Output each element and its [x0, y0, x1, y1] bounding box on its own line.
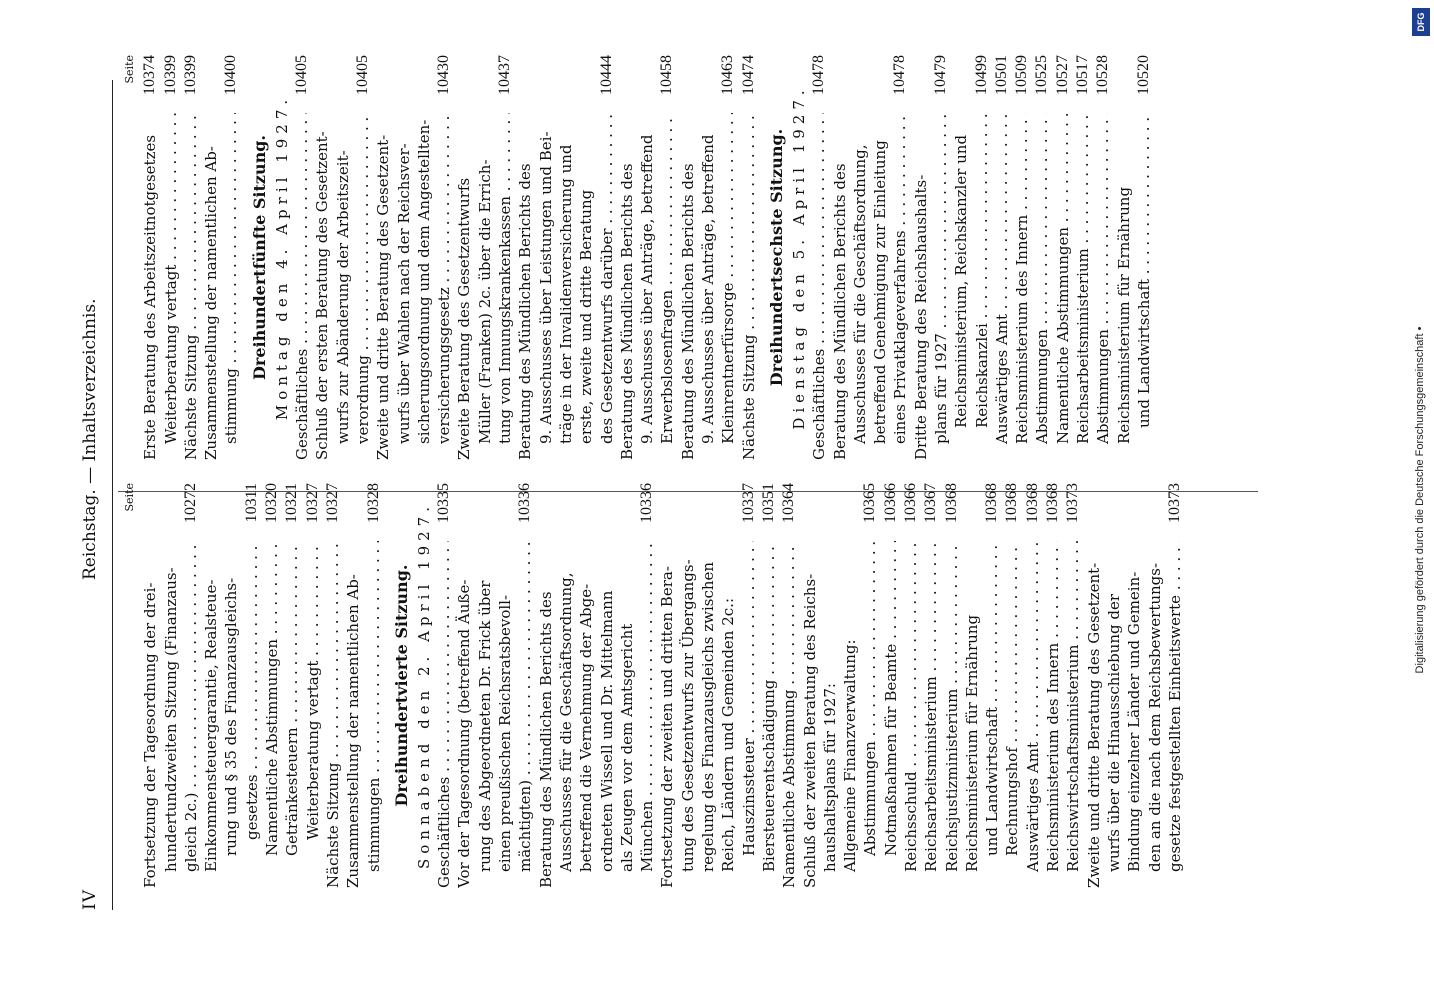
- toc-entry-text: und Landwirtschaft . . .: [982, 541, 1002, 888]
- toc-entry-text: Geschäftliches . . .: [809, 113, 829, 460]
- toc-entry-text: haushaltsplans für 1927:: [820, 683, 839, 872]
- toc-entry-text: Müller (Franken) 2c. über die Errich-: [475, 159, 494, 444]
- toc-entry-text: Zusammenstellung der namentlichen Ab-: [202, 146, 221, 460]
- toc-entry-text: betreffend Genehmigung zur Einleitung: [871, 140, 890, 444]
- toc-page-number: 10368: [983, 483, 1001, 523]
- toc-page-number: 10509: [1013, 55, 1031, 95]
- toc-entry-text: Erste Beratung des Arbeitszeitnotgesetzes: [141, 134, 160, 460]
- toc-entry-text: rung und § 35 des Finanzausgleichs-: [222, 577, 241, 856]
- toc-entry: [434, 483, 454, 888]
- toc-entry-text: gesetzes . . .: [242, 541, 262, 888]
- toc-page-number: 10321: [283, 483, 301, 523]
- toc-entry: [1165, 483, 1185, 888]
- toc-entry: [1114, 55, 1134, 460]
- toc-entry: [373, 55, 393, 460]
- toc-entry: [394, 55, 414, 460]
- toc-entry-text: Schluß der ersten Beratung des Gesetzent-: [313, 131, 332, 460]
- toc-entry-text: Getränkesteuern . . .: [282, 541, 302, 888]
- toc-entry-text: stimmung . . .: [221, 113, 241, 460]
- toc-entry-text: stimmungen . . .: [364, 541, 384, 888]
- toc-entry-text: Reichsarbeitsministerium . . .: [1073, 113, 1093, 460]
- toc-entry-text: gesetze festgestellten Einheitswerte . . .: [1165, 541, 1185, 888]
- header-rule: [112, 80, 113, 910]
- toc-entry-text: plans für 1927 . . .: [931, 113, 951, 460]
- toc-page-number: 10479: [931, 55, 949, 95]
- toc-entry: [140, 55, 160, 460]
- toc-entry: [830, 55, 850, 460]
- toc-entry: [292, 55, 312, 460]
- toc-page-number: 10374: [141, 55, 159, 95]
- seite-label: Seite: [123, 55, 136, 84]
- toc-entry: [1012, 55, 1032, 460]
- toc-entry: [698, 483, 718, 888]
- toc-entry: [333, 55, 353, 460]
- toc-entry: [779, 483, 799, 888]
- toc-entry: [921, 483, 941, 888]
- toc-entry-text: Bindung einzelner Länder und Gemein-: [1125, 571, 1144, 872]
- toc-entry: [1023, 483, 1043, 888]
- page-title: Reichstag. — Inhaltsverzeichnis.: [80, 298, 100, 580]
- toc-entry-text: 9. Ausschusses über Anträge, betreffend: [699, 134, 718, 444]
- toc-entry-text: Auswärtiges Amt . . .: [1023, 541, 1043, 888]
- toc-page-number: 10368: [1023, 483, 1041, 523]
- toc-entry-text: Zusammenstellung der namentlichen Ab-: [344, 574, 363, 888]
- toc-page-number: 10437: [496, 55, 514, 95]
- toc-entry-text: versicherungsgesetz . . .: [434, 113, 454, 460]
- toc-entry-text: einen preußischen Reichsratsbevoll-: [496, 594, 515, 872]
- toc-page-number: 10368: [942, 483, 960, 523]
- toc-entry-text: verordnung . . .: [353, 113, 373, 460]
- toc-entry-text: Ausschusses für die Geschäftsordnung,: [556, 572, 575, 872]
- section-date: Sonnabend den 2. April 1927.: [414, 502, 433, 869]
- toc-column-left: [120, 483, 1260, 888]
- toc-entry: [576, 55, 596, 460]
- toc-entry-text: rung des Abgeordneten Dr. Frick über: [475, 580, 494, 872]
- toc-entry-text: Erwerbslosenfragen . . .: [657, 113, 677, 460]
- toc-entry-text: Beratung des Mündlichen Berichts des: [678, 163, 697, 460]
- toc-entry: [739, 55, 759, 460]
- toc-entry: [1104, 483, 1124, 888]
- toc-entry: [718, 55, 738, 460]
- toc-entry: [951, 55, 971, 460]
- toc-entry-text: Weiterberatung vertagt . . .: [303, 541, 323, 888]
- toc-entry-text: des Gesetzentwurfs darüber . . .: [597, 113, 617, 460]
- toc-entry: [860, 483, 880, 888]
- toc-page-number: 10365: [861, 483, 879, 523]
- toc-entry: [678, 483, 698, 888]
- toc-page-number: 10335: [435, 483, 453, 523]
- dfg-logo: DFG: [1412, 8, 1430, 36]
- toc-entry: [343, 483, 363, 888]
- toc-entry: [1063, 483, 1083, 888]
- toc-entry: [282, 483, 302, 888]
- toc-entry-text: sicherungsordnung und dem Angestellten-: [414, 119, 433, 444]
- toc-entry-text: Reichsjustizministerium . . .: [942, 541, 962, 888]
- toc-page-number: 10368: [1044, 483, 1062, 523]
- toc-page-number: 10430: [435, 55, 453, 95]
- toc-entry-text: 9. Ausschusses über Anträge, betreffend: [638, 134, 657, 444]
- toc-entry: [556, 55, 576, 460]
- toc-entry-text: wurfs über Wahlen nach der Reichsver-: [394, 143, 413, 444]
- toc-entry: [181, 483, 201, 888]
- toc-page-number: 10364: [780, 483, 798, 523]
- toc-entry: [161, 55, 181, 460]
- toc-entry-text: Reich, Ländern und Gemeinden 2c.:: [719, 598, 738, 872]
- toc-entry: [312, 55, 332, 460]
- toc-entry: [515, 483, 535, 888]
- toc-page-number: 10320: [263, 483, 281, 523]
- toc-page-number: 10327: [303, 483, 321, 523]
- toc-page-number: 10373: [1064, 483, 1082, 523]
- section-heading: Dreihundertvierte Sitzung.: [391, 564, 411, 807]
- toc-entry: [637, 483, 657, 888]
- toc-page-number: 10373: [1165, 483, 1183, 523]
- toc-entry-text: Reichsministerium des Innern . . .: [1043, 541, 1063, 888]
- toc-page-number: 10528: [1094, 55, 1112, 95]
- toc-entry-text: Reichsschuld . . .: [901, 541, 921, 888]
- toc-entry-text: regelung des Finanzausgleichs zwischen: [699, 561, 718, 872]
- toc-page-number: 10478: [891, 55, 909, 95]
- toc-entry: [657, 55, 677, 460]
- toc-entry: [161, 483, 181, 888]
- toc-entry-text: Allgemeine Finanzverwaltung:: [841, 639, 860, 872]
- toc-entry: [556, 483, 576, 888]
- toc-entry-text: Geschäftliches . . .: [434, 541, 454, 888]
- toc-entry: [242, 483, 262, 888]
- toc-entry: [992, 55, 1012, 460]
- toc-entry: [850, 55, 870, 460]
- toc-entry-text: Ausschusses für die Geschäftsordnung,: [850, 144, 869, 444]
- toc-entry: [597, 483, 617, 888]
- toc-page-number: 10474: [739, 55, 757, 95]
- toc-entry: [931, 55, 951, 460]
- toc-entry: [901, 483, 921, 888]
- toc-page-number: 10272: [181, 483, 199, 523]
- toc-entry: [617, 55, 637, 460]
- toc-entry: [364, 483, 384, 888]
- toc-entry: [1043, 483, 1063, 888]
- toc-entry: [303, 483, 323, 888]
- toc-entry-text: wurfs über die Hinausschiebung der: [1104, 593, 1123, 872]
- toc-entry: [353, 55, 373, 460]
- toc-entry-text: Nächste Sitzung . . .: [181, 113, 201, 460]
- toc-entry-text: Weiterberatung vertagt . . .: [161, 113, 181, 460]
- toc-entry: [536, 483, 556, 888]
- toc-entry-text: Beratung des Mündlichen Berichts des: [536, 591, 555, 888]
- toc-page-number: 10478: [810, 55, 828, 95]
- toc-entry-text: Namentliche Abstimmung . . .: [779, 541, 799, 888]
- toc-entry: [1093, 55, 1113, 460]
- toc-entry: [1124, 483, 1144, 888]
- toc-entry: [495, 55, 515, 460]
- toc-entry-text: Reichsministerium für Ernährung: [1114, 186, 1133, 444]
- toc-entry: [1145, 483, 1165, 888]
- toc-entry-text: Nächste Sitzung . . .: [739, 113, 759, 460]
- toc-entry-text: Zweite und dritte Beratung des Gesetzent-: [1084, 562, 1103, 888]
- toc-entry: [181, 55, 201, 460]
- toc-page-number: 10327: [323, 483, 341, 523]
- toc-entry: [576, 483, 596, 888]
- toc-entry: [617, 483, 637, 888]
- toc-page-number: 10337: [739, 483, 757, 523]
- toc-entry-text: Geschäftliches . . .: [292, 113, 312, 460]
- toc-entry-text: mächtigten) . . .: [515, 541, 535, 888]
- toc-entry-text: Reichswirtschaftsministerium . . .: [1063, 541, 1083, 888]
- toc-page-number: 10463: [719, 55, 737, 95]
- toc-entry: [414, 55, 434, 460]
- toc-entry: [262, 483, 282, 888]
- toc-entry-text: 9. Ausschusses über Leistungen und Bei-: [536, 131, 555, 444]
- toc-page-number: 10367: [922, 483, 940, 523]
- toc-page-number: 10399: [161, 55, 179, 95]
- toc-page-number: 10400: [222, 55, 240, 95]
- toc-entry: [1073, 55, 1093, 460]
- toc-entry: [434, 55, 454, 460]
- toc-entry: [911, 55, 931, 460]
- toc-entry-text: eines Privatklageverfahrens . . .: [890, 113, 910, 460]
- toc-entry-text: wurfs zur Abänderung der Arbeitszeit-: [333, 150, 352, 444]
- toc-entry: [475, 483, 495, 888]
- toc-entry-text: Rechnungshof . . .: [1002, 541, 1022, 888]
- toc-entry-text: Beratung des Mündlichen Berichts des: [830, 163, 849, 460]
- toc-entry-text: Reichsarbeitsministerium . . .: [921, 541, 941, 888]
- toc-page-number: 10366: [881, 483, 899, 523]
- toc-entry: [840, 483, 860, 888]
- toc-entry: [1134, 55, 1154, 460]
- toc-entry: [1053, 55, 1073, 460]
- toc-entry-text: ordneten Wissell und Dr. Mittelmann: [597, 590, 616, 872]
- toc-page-number: 10366: [901, 483, 919, 523]
- toc-entry-text: Notmaßnahmen für Beamte . . .: [881, 541, 901, 888]
- toc-page-number: 10336: [638, 483, 656, 523]
- toc-page-number: 10501: [992, 55, 1010, 95]
- toc-page-number: 10405: [353, 55, 371, 95]
- toc-entry-text: gleich 2c.) . . .: [181, 541, 201, 888]
- toc-entry: [657, 483, 677, 888]
- toc-page-number: 10525: [1033, 55, 1051, 95]
- toc-page-number: 10311: [242, 483, 260, 523]
- toc-entry: [1002, 483, 1022, 888]
- toc-entry-text: träge in der Invalidenversicherung und: [556, 144, 575, 444]
- toc-entry: [759, 483, 779, 888]
- page-number: IV: [80, 889, 100, 910]
- toc-page-number: 10444: [597, 55, 615, 95]
- section-date: Montag den 4. April 1927.: [272, 94, 291, 421]
- toc-entry: [678, 55, 698, 460]
- toc-entry: [718, 483, 738, 888]
- toc-entry: [972, 55, 992, 460]
- toc-entry: [890, 55, 910, 460]
- toc-entry-text: Abstimmungen . . .: [1093, 113, 1113, 460]
- toc-entry-text: Fortsetzung der Tagesordnung der drei-: [141, 582, 160, 888]
- toc-entry-text: Namentliche Abstimmungen . . .: [1053, 113, 1073, 460]
- toc-page-number: 10499: [972, 55, 990, 95]
- toc-entry: [536, 55, 556, 460]
- dfg-credit: Digitalisierung gefördert durch die Deutsche Forschungsgemeinschaft •: [1414, 326, 1426, 674]
- toc-entry-text: Kleinrentnerfürsorge . . .: [718, 113, 738, 460]
- toc-page-number: 10405: [293, 55, 311, 95]
- toc-entry-text: tung des Gesetzentwurfs zur Übergangs-: [678, 559, 697, 872]
- toc-entry-text: Zweite und dritte Beratung des Gesetzent-: [374, 134, 393, 460]
- toc-entry: [475, 55, 495, 460]
- toc-entry-text: als Zeugen vor dem Amtsgericht: [617, 623, 636, 872]
- toc-entry: [809, 55, 829, 460]
- toc-entry-text: Beratung des Mündlichen Berichts des: [516, 163, 535, 460]
- toc-entry: [739, 483, 759, 888]
- toc-entry-text: München . . .: [637, 541, 657, 888]
- toc-entry-text: Reichsministerium, Reichskanzler und: [952, 134, 971, 428]
- toc-entry-text: Dritte Beratung des Reichshaushalts-: [911, 174, 930, 460]
- seite-label: Seite: [123, 483, 136, 512]
- toc-page-number: 10517: [1074, 55, 1092, 95]
- toc-page-number: 10527: [1053, 55, 1071, 95]
- toc-entry: [454, 55, 474, 460]
- section-date: Dienstag den 5. April 1927.: [789, 85, 808, 430]
- toc-entry-text: Abstimmungen . . .: [860, 541, 880, 888]
- toc-page-number: 10399: [181, 55, 199, 95]
- toc-entry-text: Biersteuerentschädigung . . .: [759, 541, 779, 888]
- toc-entry: [221, 55, 241, 460]
- toc-entry-text: Hauszinssteuer . . .: [739, 541, 759, 888]
- section-heading: Dreihundertfünfte Sitzung.: [249, 135, 269, 380]
- toc-entry-text: Vor der Tagesordnung (betreffend Äuße-: [455, 579, 474, 888]
- toc-entry-text: Auswärtiges Amt . . .: [992, 113, 1012, 460]
- page-header: [80, 80, 110, 910]
- toc-entry: [1084, 483, 1104, 888]
- toc-entry: [982, 483, 1002, 888]
- toc-entry: [495, 483, 515, 888]
- toc-page-number: 10351: [759, 483, 777, 523]
- toc-column-right: [120, 55, 1260, 460]
- toc-entry-text: Einkommensteuergarantie, Realsteue-: [202, 579, 221, 872]
- toc-page-number: 10328: [364, 483, 382, 523]
- toc-entry: [881, 483, 901, 888]
- toc-entry: [515, 55, 535, 460]
- toc-entry-text: Beratung des Mündlichen Berichts des: [617, 163, 636, 460]
- toc-entry: [942, 483, 962, 888]
- toc-entry-text: Abstimmungen . . .: [1032, 113, 1052, 460]
- toc-entry-text: Zweite Beratung des Gesetzentwurfs: [455, 177, 474, 460]
- toc-entry-text: Reichsministerium des Innern . . .: [1012, 113, 1032, 460]
- toc-entry-text: betreffend die Vernehmung der Abge-: [577, 583, 596, 872]
- toc-entry: [323, 483, 343, 888]
- toc-entry: [201, 483, 221, 888]
- toc-entry-text: Nächste Sitzung . . .: [323, 541, 343, 888]
- toc-entry: [820, 483, 840, 888]
- toc-entry-text: Reichsministerium für Ernährung: [962, 614, 981, 872]
- toc-entry-text: hundertundzweiten Sitzung (Finanzaus-: [161, 567, 180, 872]
- toc-entry-text: den an die nach dem Reichsbewertungs-: [1145, 562, 1164, 872]
- toc-page-number: 10336: [516, 483, 534, 523]
- toc-entry-text: tung von Innungskrankenkassen . . .: [495, 113, 515, 460]
- toc-entry: [637, 55, 657, 460]
- toc-entry: [597, 55, 617, 460]
- toc-entry: [201, 55, 221, 460]
- toc-entry: [140, 483, 160, 888]
- toc-entry-text: Schluß der zweiten Beratung des Reichs-: [800, 573, 819, 888]
- toc-entry: [800, 483, 820, 888]
- toc-entry: [1032, 55, 1052, 460]
- toc-entry: [698, 55, 718, 460]
- toc-entry: [454, 483, 474, 888]
- toc-entry-text: und Landwirtschaft . . .: [1134, 113, 1154, 460]
- toc-entry: [221, 483, 241, 888]
- toc-entry-text: Reichskanzlei . . .: [972, 113, 992, 460]
- toc-entry: [870, 55, 890, 460]
- toc-page-number: 10368: [1003, 483, 1021, 523]
- toc-entry-text: Fortsetzung der zweiten und dritten Bera-: [658, 566, 677, 888]
- toc-page-number: 10520: [1134, 55, 1152, 95]
- toc-entry-text: erste, zweite und dritte Beratung: [577, 189, 596, 444]
- section-heading: Dreihundertsechste Sitzung.: [766, 128, 786, 387]
- toc-entry: [962, 483, 982, 888]
- toc-entry-text: Namentliche Abstimmungen . . .: [262, 541, 282, 888]
- toc-page-number: 10458: [658, 55, 676, 95]
